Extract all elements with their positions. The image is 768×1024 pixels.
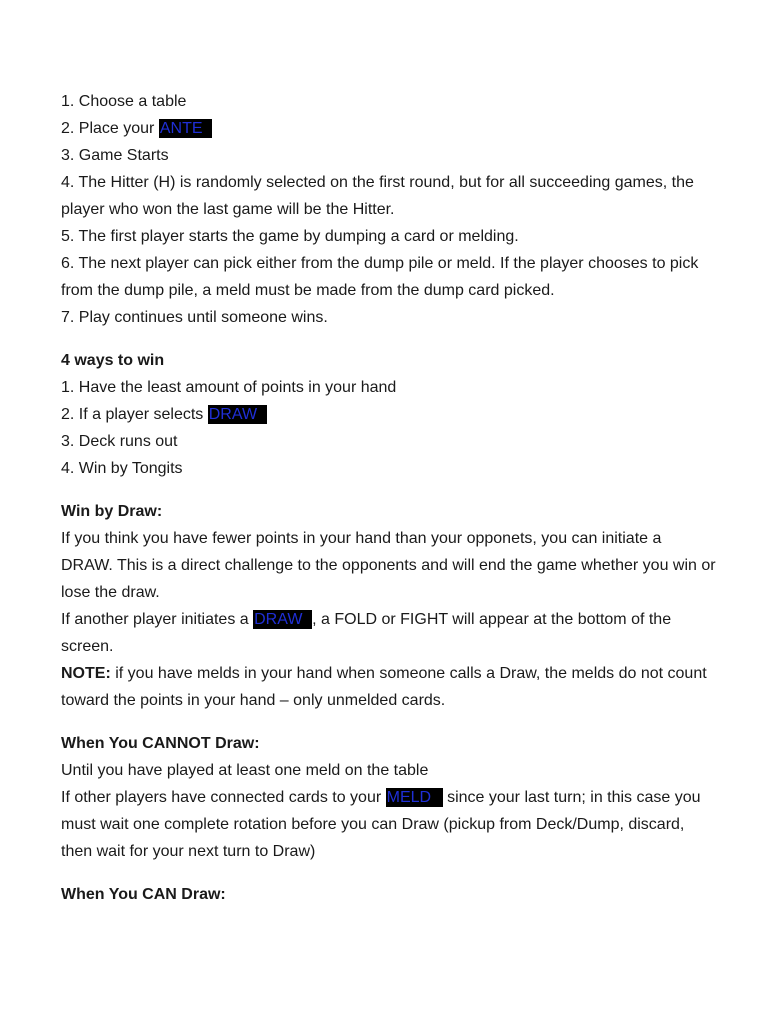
step-7: 7. Play continues until someone wins. bbox=[61, 309, 328, 326]
section-gap bbox=[61, 331, 716, 347]
step-3: 3. Game Starts bbox=[61, 147, 169, 164]
ways-heading: 4 ways to win bbox=[61, 352, 165, 369]
step-1: 1. Choose a table bbox=[61, 93, 187, 110]
meld-tag[interactable]: MELD bbox=[386, 788, 443, 807]
step-5: 5. The first player starts the game by dumping a card or melding. bbox=[61, 228, 519, 245]
win-by-draw-heading: Win by Draw: bbox=[61, 503, 163, 520]
cannot-draw-line-1: Until you have played at least one meld on the table bbox=[61, 762, 429, 779]
step-4: 4. The Hitter (H) is randomly selected on the first round, but for all succeeding games, the player who won the last game will be the Hitter. bbox=[61, 174, 694, 218]
draw-tag[interactable]: DRAW bbox=[253, 610, 312, 629]
way-1: 1. Have the least amount of points in your hand bbox=[61, 379, 397, 396]
way-4: 4. Win by Tongits bbox=[61, 460, 183, 477]
way-2 bbox=[61, 401, 716, 428]
section-gap bbox=[61, 482, 716, 498]
cannot-draw-text-before: If other players have connected cards to your bbox=[61, 789, 382, 806]
note-paragraph bbox=[61, 660, 716, 714]
way-2-text: 2. If a player selects bbox=[61, 406, 204, 423]
note-label: NOTE: bbox=[61, 665, 111, 682]
cannot-draw-line-2 bbox=[61, 784, 716, 865]
note-text: if you have melds in your hand when someone calls a Draw, the melds do not count toward the points in your hand – only unmelded cards. bbox=[61, 665, 707, 709]
can-draw-heading: When You CAN Draw: bbox=[61, 886, 226, 903]
rules-document bbox=[61, 88, 716, 908]
cannot-draw-heading: When You CANNOT Draw: bbox=[61, 735, 260, 752]
section-gap bbox=[61, 714, 716, 730]
way-3: 3. Deck runs out bbox=[61, 433, 178, 450]
draw-initiated-text-before: If another player initiates a bbox=[61, 611, 249, 628]
step-2 bbox=[61, 115, 716, 142]
win-by-draw-paragraph: If you think you have fewer points in your hand than your opponets, you can initiate a DRAW. This is a direct challenge to the opponents and will end the game whether you win or lose the draw. bbox=[61, 530, 716, 601]
ante-tag[interactable]: ANTE bbox=[159, 119, 212, 138]
cannot-draw-text-after: since your last turn; in this case you must wait one complete rotation before you can Draw (pickup from Deck/Dump, discard, then wait for your next turn to Draw) bbox=[61, 789, 701, 860]
step-2-text: 2. Place your bbox=[61, 120, 155, 137]
draw-initiated-text-after: , a FOLD or FIGHT will appear at the bottom of the screen. bbox=[61, 611, 672, 655]
section-gap bbox=[61, 865, 716, 881]
draw-tag[interactable]: DRAW bbox=[208, 405, 267, 424]
step-6: 6. The next player can pick either from the dump pile or meld. If the player chooses to pick from the dump pile, a meld must be made from the dump card picked. bbox=[61, 255, 699, 299]
draw-initiated-paragraph bbox=[61, 606, 716, 660]
